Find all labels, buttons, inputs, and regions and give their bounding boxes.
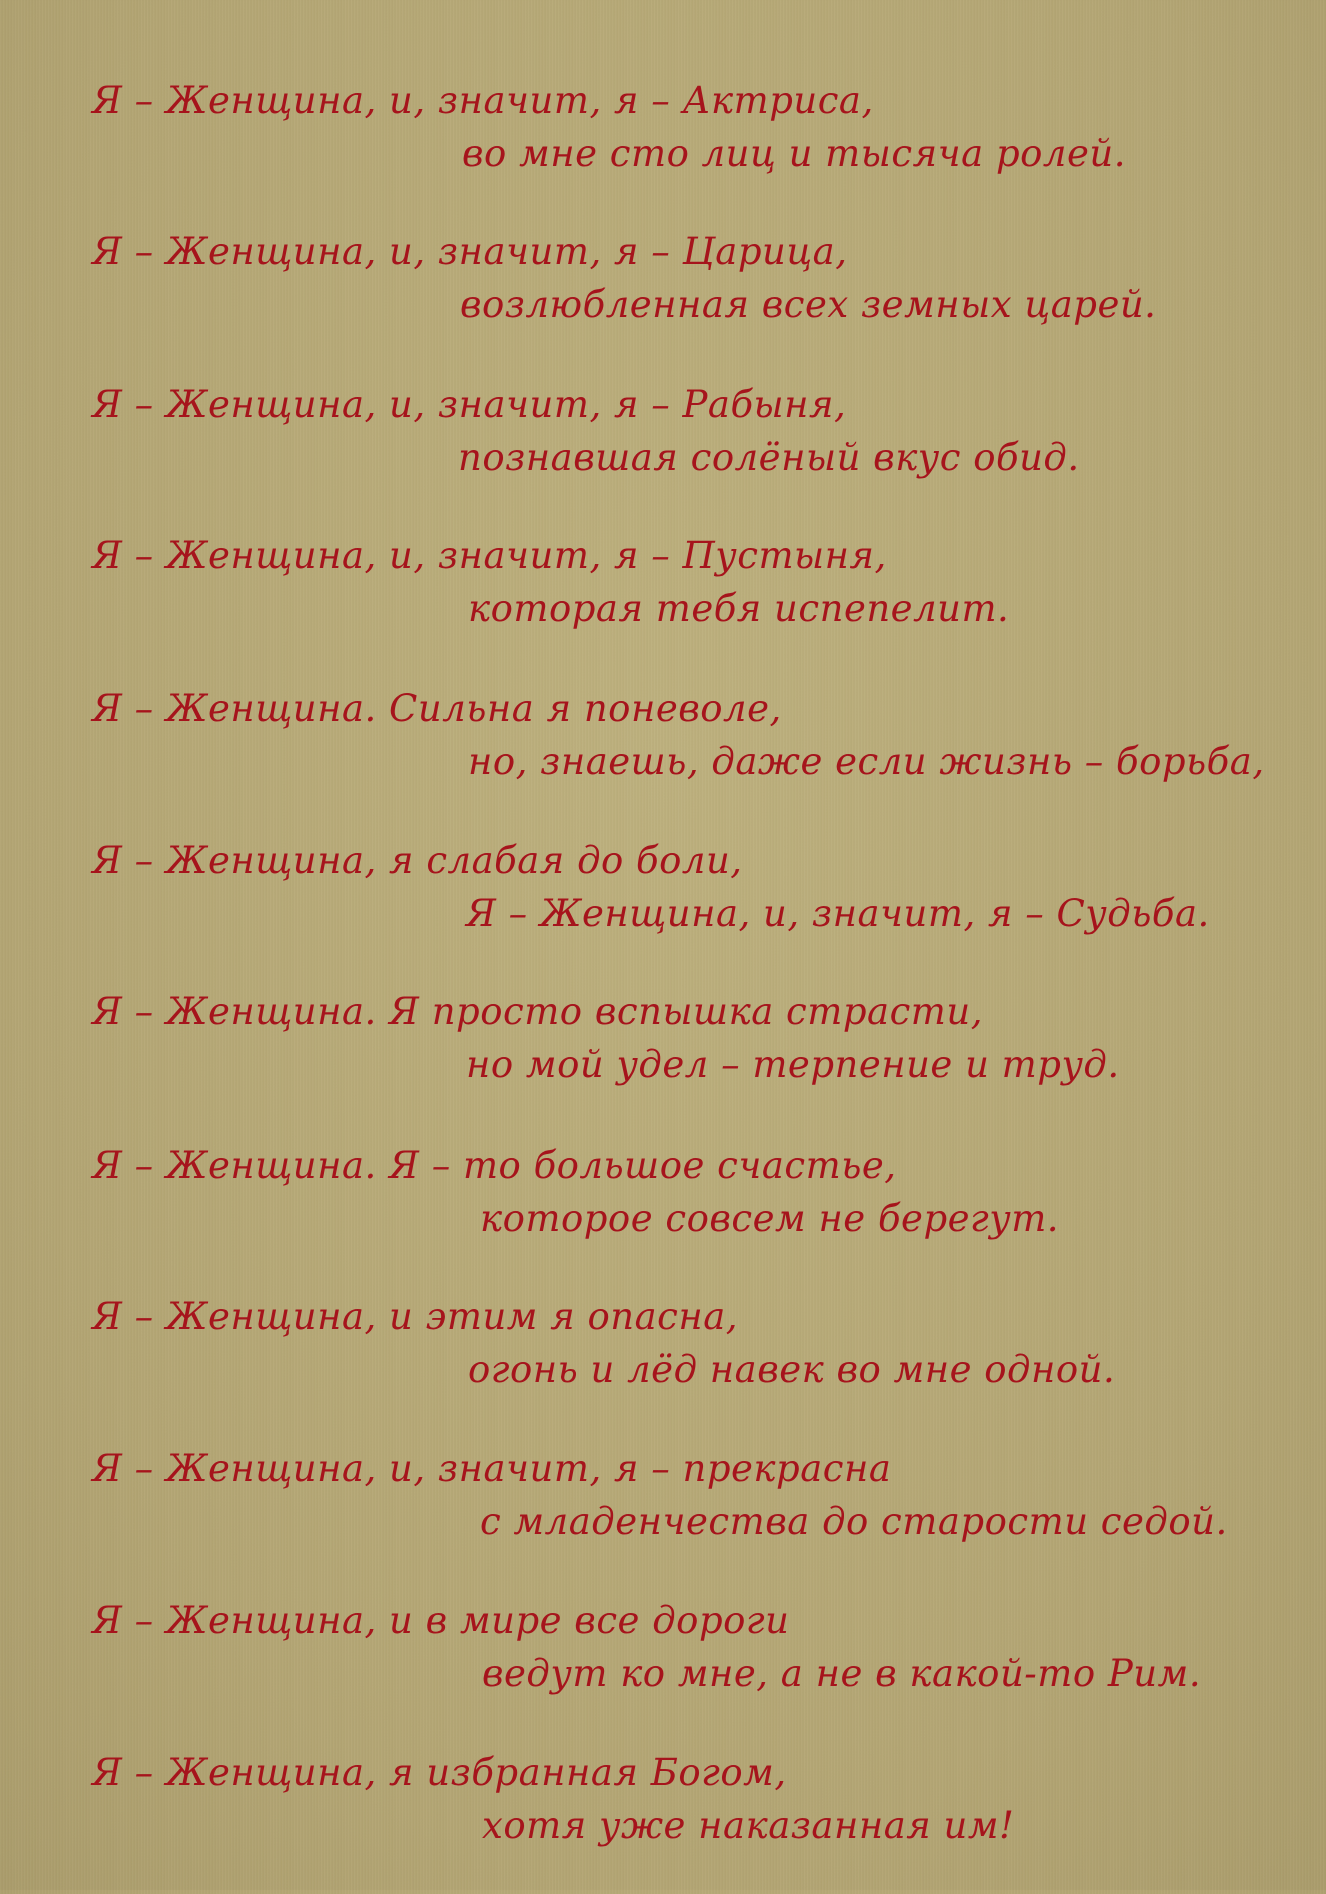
stanza-line-2: Я – Женщина, и, значит, я – Судьба.: [466, 892, 1210, 935]
stanza-line-1: Я – Женщина. Сильна я поневоле,: [92, 687, 782, 730]
stanza-line-2: но мой удел – терпение и труд.: [466, 1043, 1120, 1086]
stanza-line-2: во мне сто лиц и тысяча ролей.: [462, 132, 1126, 175]
stanza-9: [0, 1295, 1326, 1438]
stanza-line-2: хотя уже наказанная им!: [482, 1804, 1015, 1847]
stanza-4: [0, 534, 1326, 677]
stanza-line-1: Я – Женщина, и, значит, я – прекрасна: [92, 1447, 892, 1490]
stanza-line-1: Я – Женщина. Я – то большое счастье,: [92, 1144, 897, 1187]
stanza-5: [0, 687, 1326, 830]
stanza-line-1: Я – Женщина, я избранная Богом,: [92, 1751, 787, 1794]
stanza-line-1: Я – Женщина, я слабая до боли,: [92, 839, 743, 882]
stanza-line-1: Я – Женщина, и, значит, я – Царица,: [92, 230, 848, 273]
stanza-line-1: Я – Женщина. Я просто вспышка страсти,: [92, 990, 983, 1033]
stanza-line-1: Я – Женщина, и, значит, я – Пустыня,: [92, 534, 887, 577]
stanza-2: [0, 230, 1326, 373]
stanza-10: [0, 1447, 1326, 1590]
stanza-6: [0, 839, 1326, 982]
stanza-11: [0, 1599, 1326, 1742]
stanza-line-2: которая тебя испепелит.: [468, 587, 1010, 630]
stanza-line-2: ведут ко мне, а не в какой-то Рим.: [482, 1652, 1202, 1695]
stanza-3: [0, 383, 1326, 526]
stanza-8: [0, 1144, 1326, 1287]
stanza-line-1: Я – Женщина, и этим я опасна,: [92, 1295, 739, 1338]
stanza-line-2: возлюбленная всех земных царей.: [460, 283, 1157, 326]
stanza-line-2: которое совсем не берегут.: [480, 1197, 1060, 1240]
stanza-line-2: но, знаешь, даже если жизнь – борьба,: [468, 740, 1265, 783]
stanza-line-1: Я – Женщина, и, значит, я – Актриса,: [92, 79, 874, 122]
stanza-line-1: Я – Женщина, и в мире все дороги: [92, 1599, 790, 1642]
stanza-line-2: с младенчества до старости седой.: [480, 1500, 1228, 1543]
stanza-line-1: Я – Женщина, и, значит, я – Рабыня,: [92, 383, 847, 426]
stanza-1: [0, 79, 1326, 222]
stanza-line-2: познавшая солёный вкус обид.: [458, 436, 1080, 479]
stanza-line-2: огонь и лёд навек во мне одной.: [468, 1348, 1116, 1391]
stanza-7: [0, 990, 1326, 1133]
stanza-12: [0, 1751, 1326, 1894]
